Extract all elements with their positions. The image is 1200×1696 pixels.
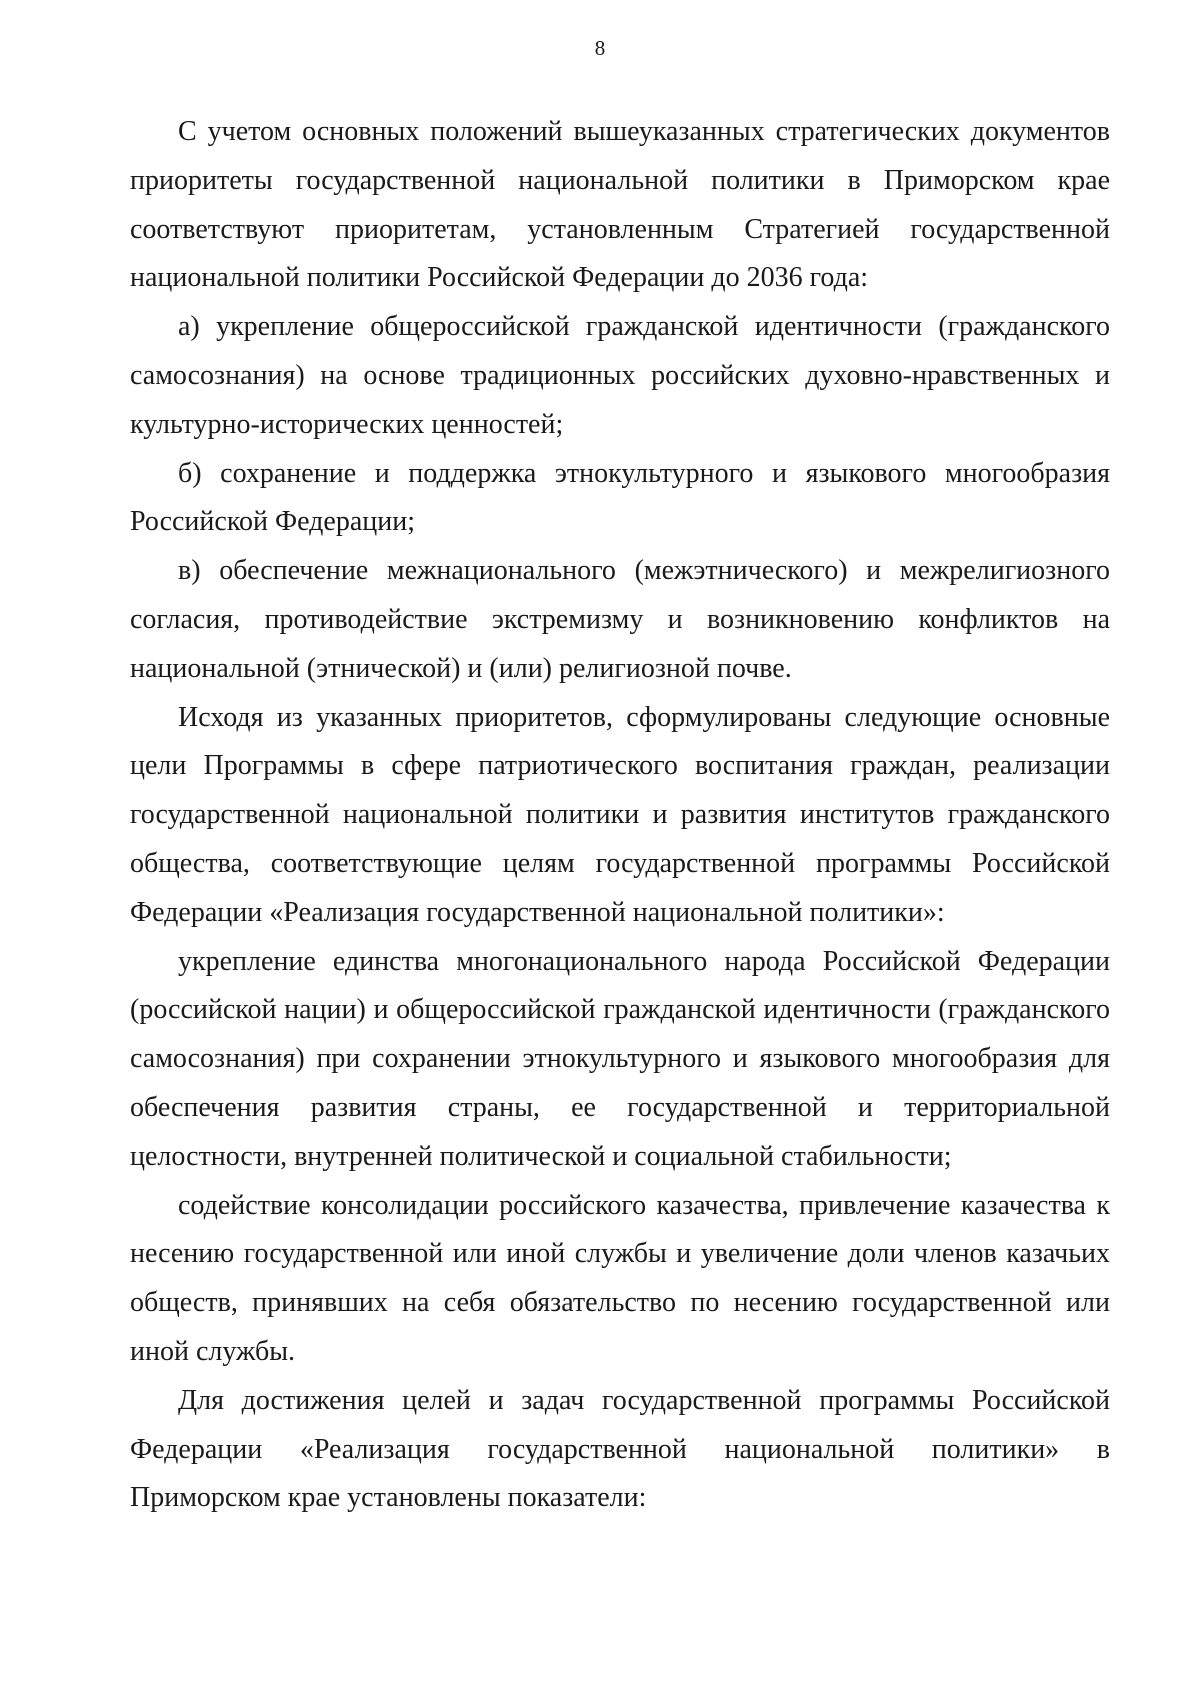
- paragraph-program-goals: Исходя из указанных приоритетов, сформулированы следующие основные цели Программы в сфере патриотического воспитания граждан, реализации государственной национальной политики и развития институтов гражданского общества, соответствующие целям государственной программы Российской Федерации «Реализация государственной национальной политики»:: [130, 701, 1110, 928]
- paragraph-indicators: Для достижения целей и задач государственной программы Российской Федерации «Реализация государственной национальной политики» в Приморском крае установлены показатели:: [130, 1384, 1110, 1514]
- list-item-a: а) укрепление общероссийской гражданской идентичности (гражданского самосознания) на основе традиционных российских духовно-нравственных и культурно-исторических ценностей;: [130, 311, 1110, 440]
- goal-item-unity: укрепление единства многонационального народа Российской Федерации (российской нации) и общероссийской гражданской идентичности (гражданского самосознания) при сохранении этнокультурного и языкового многообразия для обеспечения развития страны, ее государственной и территориальной целостности, внутренней политической и социальной стабильности;: [130, 945, 1110, 1172]
- document-body: [130, 108, 1110, 1523]
- page-number: 8: [594, 36, 606, 60]
- goal-item-cossacks: содействие консолидации российского казачества, привлечение казачества к несению государственной или иной службы и увеличение доли членов казачьих обществ, принявших на себя обязательство по несению государственной или иной службы.: [130, 1189, 1110, 1367]
- paragraph-strategy-priorities: С учетом основных положений вышеуказанных стратегических документов приоритеты государственной национальной политики в Приморском крае соответствуют приоритетам, установленным Стратегией государственной национальной политики Российской Федерации до 2036 года:: [130, 116, 1110, 294]
- list-item-b: б) сохранение и поддержка этнокультурного и языкового многообразия Российской Федерации;: [130, 457, 1110, 538]
- list-item-v: в) обеспечение межнационального (межэтнического) и межрелигиозного согласия, противодействие экстремизму и возникновению конфликтов на национальной (этнической) и (или) религиозной почве.: [130, 555, 1110, 684]
